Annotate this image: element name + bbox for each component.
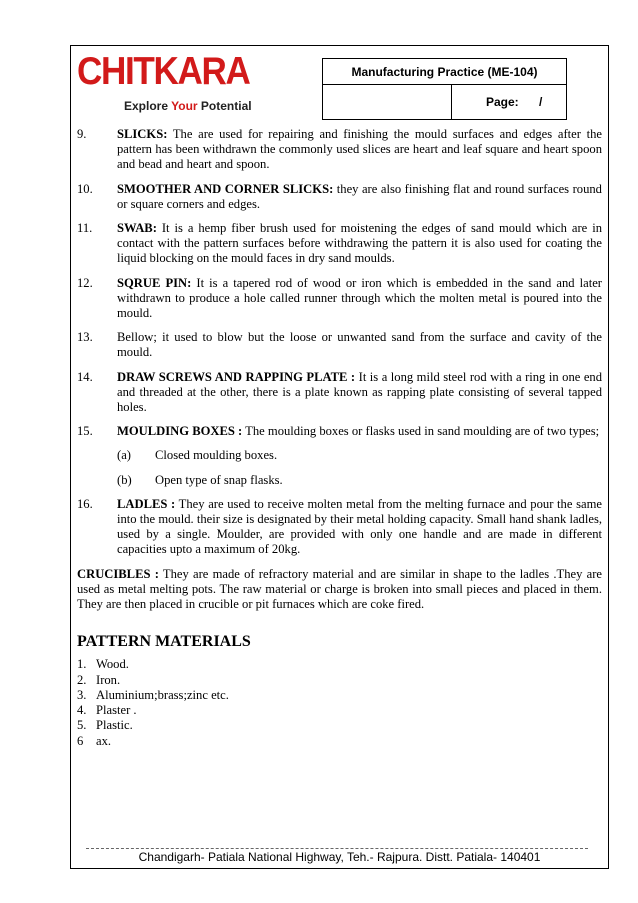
item-text: The moulding boxes or flasks used in sand moulding are of two types; [242,424,600,439]
material-number: 1. [77,657,87,672]
chitkara-logo [77,52,317,118]
item-number: 16. [77,496,93,511]
materials-list [77,657,602,748]
item-number: 10. [77,181,93,196]
subitem-text: Closed moulding boxes. [155,448,278,463]
sub-list-item [77,448,602,463]
tagline-post: Potential [197,99,252,113]
page-row [323,85,566,119]
item-text: It is a hemp fiber brush used for moistening the edges of sand mould which are in contact with the pattern surfaces before withdrawing the pattern it is also used for coating the liquid blocking on the mould faces in dry sand moulds. [117,221,602,266]
header-info-box [322,58,567,120]
item-text: It is a tapered rod of wood or iron which is embedded in the sand and later withdrawn to produce a hole called runner through which the molten metal is poured into the mould. [117,275,602,321]
item-number: 14. [77,369,93,384]
crucibles-term: CRUCIBLES : [77,566,159,581]
item-body [117,182,602,212]
list-item [77,330,602,360]
list-item [77,127,602,173]
material-number: 4. [77,703,87,718]
item-number: 15. [77,424,93,439]
item-body [117,127,602,173]
list-item [77,497,602,558]
item-text: they are also finishing flat and round surfaces round or square corners and edges. [117,181,602,211]
material-item [77,657,602,672]
item-term: MOULDING BOXES : [117,424,243,439]
list-item [77,221,602,267]
item-body [117,497,602,558]
section-heading: PATTERN MATERIALS [77,633,251,651]
document-content [77,127,602,749]
item-body [117,370,602,416]
crucibles-paragraph [77,567,602,613]
item-text: Bellow; it used to blow but the loose or unwanted sand from the surface and cavity of the mould. [117,330,602,360]
item-number: 12. [77,275,93,290]
footer-divider [86,848,588,849]
crucibles-text: They are made of refractory material and are similar in shape to the ladles .They are used as metal melting pots. The raw material or charge is broken into small pieces and placed in them. They are then placed in crucible or pit furnaces which are coke fired. [77,566,603,612]
material-text: Plaster . [96,703,137,718]
list-item [77,424,602,439]
item-body [117,424,602,439]
subitem-text: Open type of snap flasks. [155,472,283,487]
item-text: The are used for repairing and finishing the mould surfaces and edges after the pattern has been withdrawn the commonly used slices are heart and leaf square and heart spoon and bead and heart and spoon. [117,127,602,172]
item-term: LADLES : [117,496,176,511]
material-text: Aluminium;brass;zinc etc. [96,687,229,702]
item-body [117,276,602,322]
item-text: It is a long mild steel rod with a ring in one end and threaded at the other, there is a plate known as rapping plate consisting of several tapped holes. [117,369,603,415]
logo-tagline [124,99,252,113]
sub-list-item [77,473,602,488]
page-number: / [539,95,543,109]
item-body [117,330,602,360]
item-number: 9. [77,127,87,141]
list-item [77,276,602,322]
material-number: 5. [77,718,87,733]
item-body [117,221,602,267]
material-text: Wood. [96,657,129,672]
item-term: SWAB: [117,221,157,236]
tagline-pre: Explore [124,99,172,113]
list-item [77,370,602,416]
item-term: SLICKS: [117,127,168,141]
item-text: They are used to receive molten metal from the melting furnace and pour the same into the mould. their size is designated by their metal holding capacity. Small hand shank ladles, used by a single. Moulder, are provided with only one handle and are made in different capacities upto a maximum of 20kg. [117,496,602,557]
material-item [77,703,602,718]
info-divider [451,85,452,119]
material-item [77,718,602,733]
page-label: Page: [486,95,519,109]
item-number: 11. [77,221,93,236]
item-number: 13. [77,330,93,345]
material-item [77,673,602,688]
subitem-number: (a) [117,448,131,463]
material-item [77,734,602,749]
footer-address: Chandigarh- Patiala National Highway, Teh.- Rajpura. Distt. Patiala- 140401 [138,850,541,864]
material-text: Plastic. [96,718,133,733]
list-item [77,182,602,212]
material-number: 2. [77,672,87,687]
item-term: DRAW SCREWS AND RAPPING PLATE : [117,369,356,384]
course-title: Manufacturing Practice (ME-104) [323,59,566,85]
subitem-number: (b) [117,472,132,487]
material-number: 3. [77,687,87,702]
logo-wordmark: CHITKARA [77,50,250,93]
material-number: 6 [77,733,84,748]
item-term: SQRUE PIN: [117,275,192,290]
material-text: ax. [96,733,112,748]
item-term: SMOOTHER AND CORNER SLICKS: [117,181,334,196]
material-text: Iron. [96,672,121,687]
material-item [77,688,602,703]
tagline-accent: Your [171,99,198,113]
